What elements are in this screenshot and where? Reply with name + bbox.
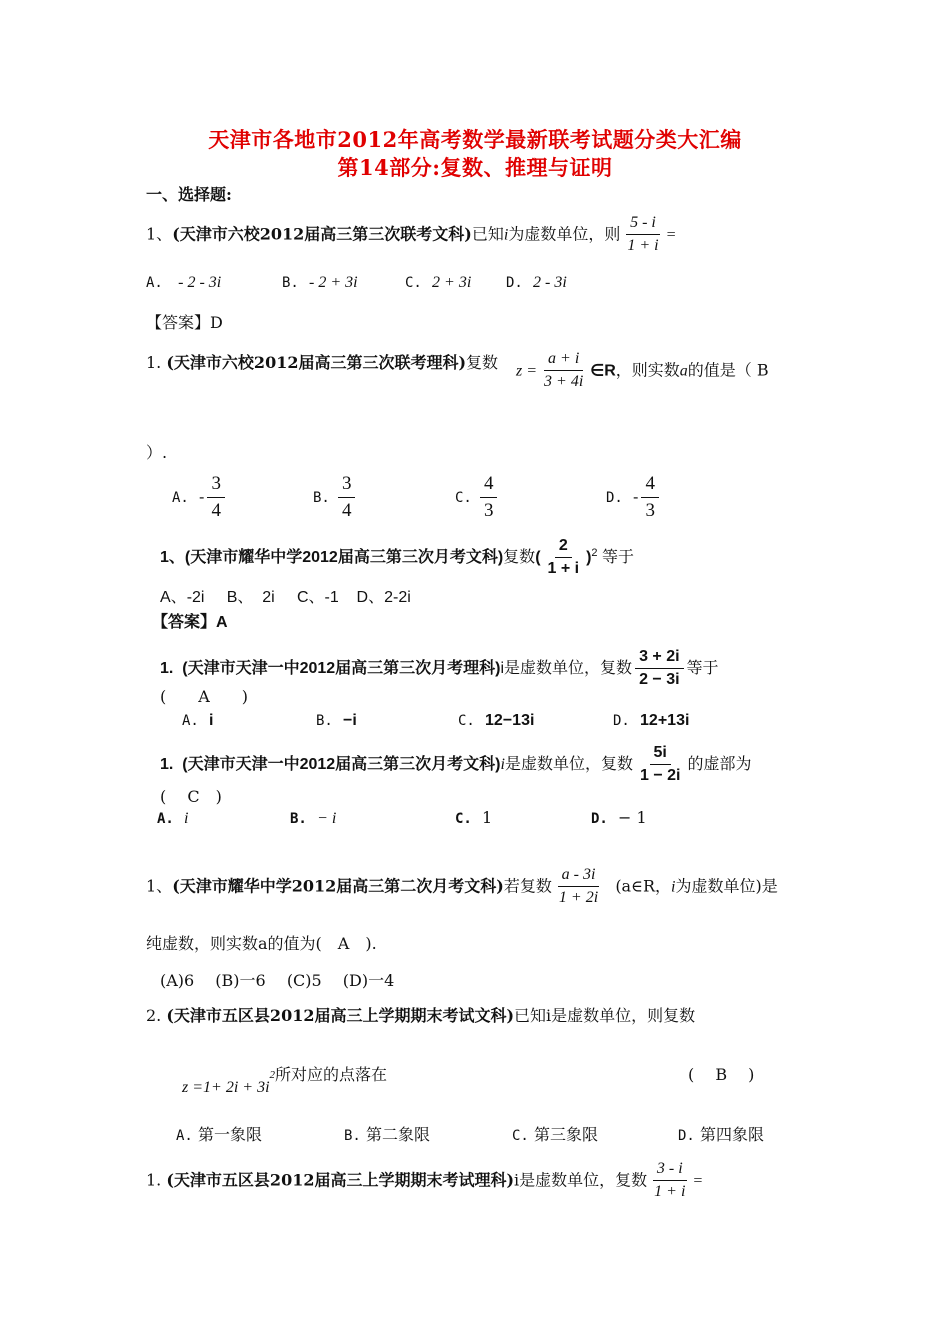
question-6: 1、(天津市耀华中学2012届高三第二次月考文科)若复数 $\frac{a - 3i}{1 + 2i}$ (a∈R，i为虚数单位)是 (146, 866, 778, 907)
option-b: B. - 2 + 3i (282, 274, 358, 291)
option-d: D. - $\frac{4}{3}$ (606, 473, 662, 522)
fraction: $\frac{3 + 2i}{2 - 3i}$ (635, 648, 683, 690)
section-heading: 一、选择题: (146, 185, 232, 204)
options-row: (A)6 (B)一6 (C)5 (D)一4 (160, 971, 395, 990)
question-7: 2. (天津市五区县2012届高三上学期期末考试文科)已知i是虚数单位，则复数 (146, 1006, 696, 1025)
option-a: A. - 2 - 3i (146, 274, 222, 291)
fraction: $\frac{5i}{1 - 2i}$ (639, 744, 681, 785)
question-source: (天津市六校2012届高三第三次联考文科) (172, 224, 472, 244)
answer: 【答案】A (152, 614, 228, 631)
option-b: B. − i (290, 810, 337, 827)
question-source: (天津市六校2012届高三第三次联考理科) (166, 353, 467, 372)
question-4: 1. (天津市天津一中2012届高三第三次月考理科)i是虚数单位，复数 $\frac{3 + 2i}{2 - 3i}$ 等于 (160, 648, 719, 689)
question-source: (天津市耀华中学2012届高三第三次月考文科) (184, 549, 504, 567)
question-source: (天津市五区县2012届高三上学期期末考试理科) (166, 1170, 515, 1190)
option-a: A. i (157, 810, 189, 827)
document-page: 天津市各地市2012年高考数学最新联考试题分类大汇编 第14部分:复数、推理与证明 一、选择题: 1、(天津市六校2012届高三第三次联考文科)已知i为虚数单位，则 $\frac{5 - i}{1 + i}$ = A. - 2 - 3i B. - 2 + 3i C. 2 + 3i D. 2 - 3i 【答案】D 1. (天津市六校2012届高三第三次联考理科)复数 z = $\frac{a + i}{3 + 4i}$ ∈R，则实数a的值是（ B ）. A. - $\frac{3}{4}$ B. $\frac{3}{4}$ C. $\frac{4}{3}$ D. - $\frac{4}{3}$ 1、(天津市耀华中学2012届高三第三次月考文科)复数( $\frac{2}{1 + i}$ )$^2$ 等于 A、-2i B、 2i C、-1 D、2-2i 【答案】A 1. (天津市天津一中2012届高三第三次月考理科)i是虚数单位，复数 $\frac{3 + 2i}{2 - 3i}$ 等于 ( A ) A. i B. −i C. 12−13i D. 12+13i 1. (天津市天津一中2012届高三第三次月考文科)i是虚数单位，复数 $\frac{5i}{1 - 2i}$ 的虚部为 ( C ) A. i B. − i C. 1 D. − 1 1、(天津市耀华中学2012届高三第二次月考文科)若复数 $\frac{a - 3i}{1 + 2i}$ (a∈R，i为虚数单位)是 纯虚数，则实数a的值为( A ). (A)6 (B)一6 (C)5 (D)一4 2. (天津市五区县2012届高三上学期期末考试文科)已知i是虚数单位，则复数 $z =1+ 2i + 3i^2$所对应的点落在 ( B ) A. 第一象限 B. 第二象限 C. 第三象限 D. 第四象限 1. (天津市五区县2012届高三上学期期末考试理科)i是虚数单位，复数 $\frac{3 - i}{1 + i}$ = (0, 0, 950, 1344)
question-2-formula: z = $\frac{a + i}{3 + 4i}$ ∈R，则实数a的值是（ B (516, 350, 769, 391)
answer: 【答案】D (146, 313, 223, 332)
question-source: (天津市耀华中学2012届高三第二次月考文科) (172, 876, 504, 896)
options-row: A、-2i B、 2i C、-1 D、2-2i (160, 589, 411, 606)
option-a: A. - $\frac{3}{4}$ (172, 473, 228, 522)
fraction: $\frac{3}{4}$ (207, 473, 225, 522)
document-title: 天津市各地市2012年高考数学最新联考试题分类大汇编 (208, 127, 742, 152)
option-c: C. 第三象限 (512, 1125, 598, 1144)
option-c: C. 12−13i (458, 712, 535, 729)
option-d: D. 12+13i (613, 712, 690, 729)
question-2: 1. (天津市六校2012届高三第三次联考理科)复数 (146, 353, 499, 372)
option-b: B. $\frac{3}{4}$ (313, 473, 358, 522)
fraction: $\frac{a - 3i}{1 + 2i}$ (558, 866, 599, 907)
option-b: B. 第二象限 (344, 1125, 430, 1144)
option-b: B. −i (316, 712, 357, 729)
option-d: D. 第四象限 (678, 1125, 764, 1144)
question-7-formula: $z =1+ 2i + 3i^2$所对应的点落在 (182, 1065, 388, 1096)
document-subtitle: 第14部分:复数、推理与证明 (337, 155, 613, 180)
fraction: $\frac{4}{3}$ (480, 473, 498, 522)
question-source: (天津市五区县2012届高三上学期期末考试文科) (166, 1006, 515, 1025)
fraction: $\frac{3}{4}$ (338, 473, 356, 522)
question-source: (天津市天津一中2012届高三第三次月考文科) (182, 756, 501, 774)
question-number: 1、 (146, 224, 173, 244)
option-c: C. $\frac{4}{3}$ (455, 473, 500, 522)
question-8: 1. (天津市五区县2012届高三上学期期末考试理科)i是虚数单位，复数 $\frac{3 - i}{1 + i}$ = (146, 1160, 704, 1201)
fraction: $\frac{2}{1 + i}$ (547, 537, 580, 578)
question-5: 1. (天津市天津一中2012届高三第三次月考文科)i是虚数单位，复数 $\frac{5i}{1 - 2i}$ 的虚部为 (160, 744, 752, 785)
option-a: A. 第一象限 (176, 1125, 262, 1144)
fraction: $\frac{4}{3}$ (641, 473, 659, 522)
question-3: 1、(天津市耀华中学2012届高三第三次月考文科)复数( $\frac{2}{1 + i}$ )$^2$ 等于 (160, 537, 635, 578)
question-source: (天津市天津一中2012届高三第三次月考理科) (182, 660, 501, 678)
option-a: A. i (182, 712, 214, 729)
fraction: $\frac{5 - i}{1 + i}$ (627, 214, 659, 255)
question-1: 1、(天津市六校2012届高三第三次联考文科)已知i为虚数单位，则 $\frac{5 - i}{1 + i}$ = (146, 214, 677, 255)
fraction: $\frac{a + i}{3 + 4i}$ (544, 350, 584, 391)
option-d: D. − 1 (591, 808, 647, 827)
option-c: C. 1 (455, 808, 493, 827)
option-d: D. 2 - 3i (506, 274, 567, 291)
option-c: C. 2 + 3i (405, 274, 472, 291)
fraction: $\frac{3 - i}{1 + i}$ (654, 1160, 686, 1201)
